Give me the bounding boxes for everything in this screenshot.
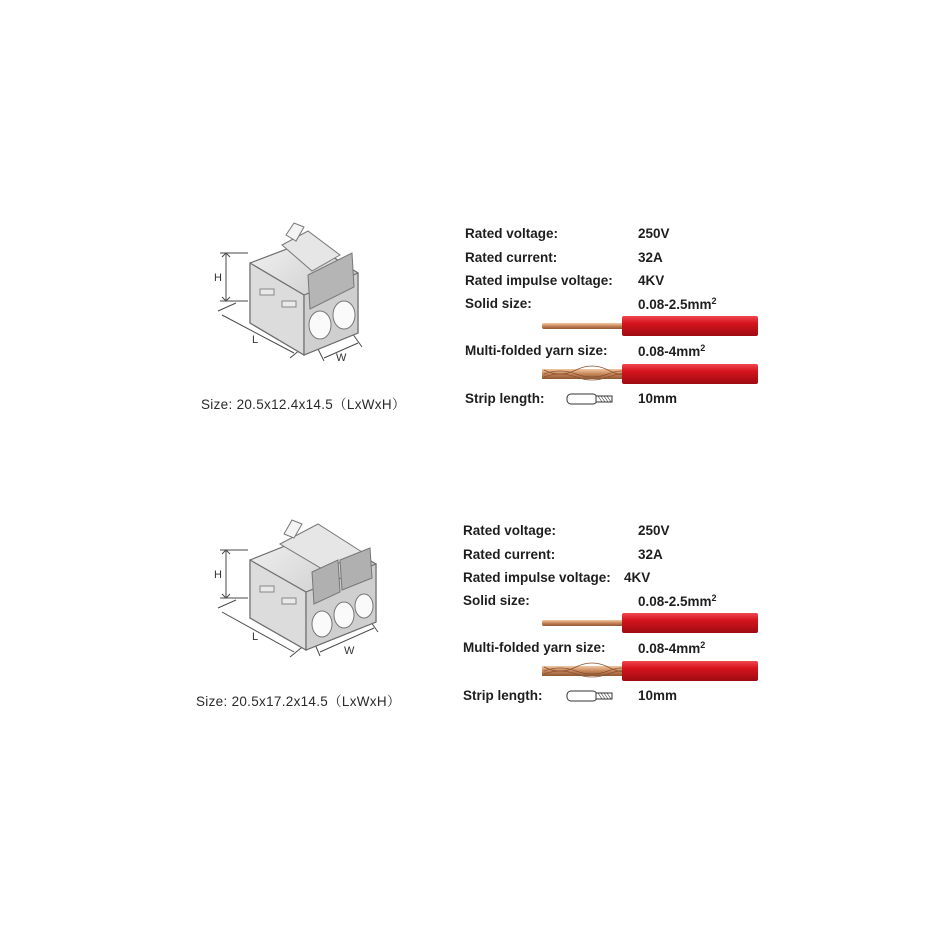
rated-voltage-value: 250V bbox=[638, 226, 670, 241]
strip-length-label: Strip length: bbox=[463, 688, 543, 703]
rated-voltage-value: 250V bbox=[638, 523, 670, 538]
height-label: H bbox=[214, 272, 222, 284]
rated-voltage-label: Rated voltage: bbox=[463, 523, 557, 538]
multi-folded-yarn-size-value: $0.08-4mm^2$ bbox=[638, 640, 706, 656]
length-label: L bbox=[252, 334, 259, 346]
rated-current-label: Rated current: bbox=[465, 250, 558, 265]
length-label: L bbox=[252, 631, 259, 643]
connector-spec-block-2 bbox=[0, 512, 940, 752]
rated-impulse-voltage-value: 4KV bbox=[624, 570, 651, 585]
connector-dimension-diagram bbox=[212, 215, 382, 375]
strip-length-value: 10mm bbox=[638, 391, 678, 406]
solid-size-value: $0.08-2.5mm^2$ bbox=[638, 296, 717, 312]
solid-size-label: Solid size: bbox=[465, 296, 532, 311]
solid-wire-illustration bbox=[540, 314, 760, 338]
height-label: H bbox=[214, 569, 222, 581]
rated-impulse-voltage-label: Rated impulse voltage: bbox=[465, 273, 613, 288]
strip-length-icon bbox=[566, 689, 614, 703]
rated-impulse-voltage-label: Rated impulse voltage: bbox=[463, 570, 611, 585]
solid-size-value: $0.08-2.5mm^2$ bbox=[638, 593, 717, 609]
width-label: W bbox=[344, 645, 355, 657]
multi-folded-yarn-size-value: $0.08-4mm^2$ bbox=[638, 343, 706, 359]
rated-current-value: 32A bbox=[638, 250, 663, 265]
width-label: W bbox=[336, 352, 347, 364]
stranded-wire-illustration bbox=[540, 362, 760, 386]
rated-impulse-voltage-value: 4KV bbox=[638, 273, 665, 288]
strip-length-label: Strip length: bbox=[465, 391, 545, 406]
rated-current-label: Rated current: bbox=[463, 547, 556, 562]
multi-folded-yarn-size-label: Multi-folded yarn size: bbox=[463, 640, 606, 655]
multi-folded-yarn-size-label: Multi-folded yarn size: bbox=[465, 343, 608, 358]
strip-length-value: 10mm bbox=[638, 688, 678, 703]
strip-length-icon bbox=[566, 392, 614, 406]
rated-voltage-label: Rated voltage: bbox=[465, 226, 559, 241]
stranded-wire-illustration bbox=[540, 659, 760, 683]
connector-spec-block-1 bbox=[0, 215, 940, 455]
rated-current-value: 32A bbox=[638, 547, 663, 562]
connector-dimension-diagram bbox=[212, 512, 382, 672]
solid-size-label: Solid size: bbox=[463, 593, 530, 608]
size-caption: Size: 20.5x12.4x14.5（LxWxH） bbox=[201, 397, 406, 412]
size-caption: Size: 20.5x17.2x14.5（LxWxH） bbox=[196, 694, 401, 709]
solid-wire-illustration bbox=[540, 611, 760, 635]
